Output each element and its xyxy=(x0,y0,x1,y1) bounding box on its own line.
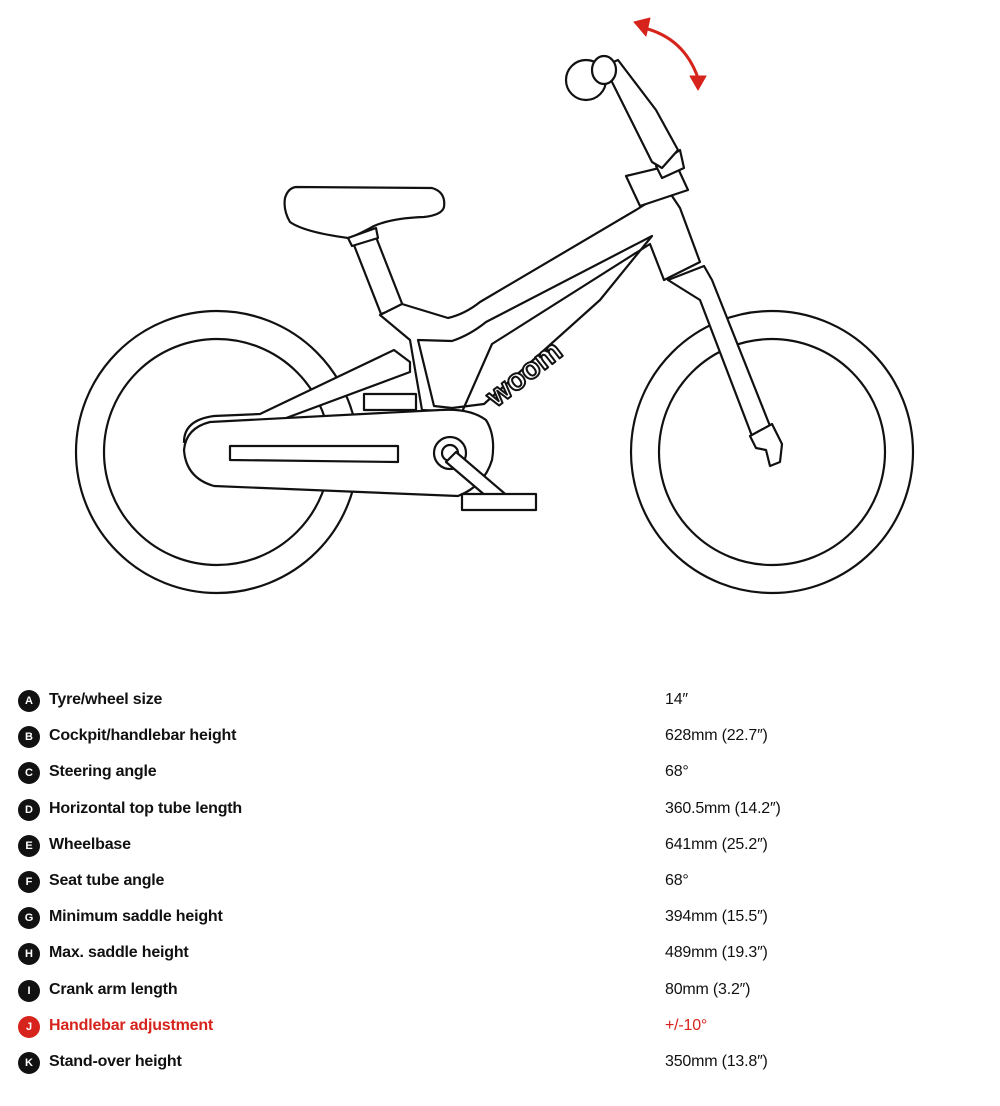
spec-row-e xyxy=(0,828,1000,864)
spec-row-j xyxy=(0,1009,1000,1045)
spec-label: Seat tube angle xyxy=(49,871,165,889)
spec-value: 14″ xyxy=(665,691,688,708)
spec-label: Crank arm length xyxy=(49,980,178,998)
spec-row-f xyxy=(0,864,1000,900)
brand-logo: woom xyxy=(479,334,569,414)
spec-label: Tyre/wheel size xyxy=(49,691,163,708)
spec-value: 68° xyxy=(665,763,689,781)
spec-value: 394mm (15.5″) xyxy=(665,908,768,926)
spec-table xyxy=(0,683,1000,1081)
spec-label: Stand-over height xyxy=(49,1052,182,1070)
spec-label: Cockpit/handlebar height xyxy=(49,727,237,745)
spec-value: 68° xyxy=(665,871,689,889)
spec-label: Steering angle xyxy=(49,763,157,781)
spec-key-badge: I xyxy=(18,980,40,1002)
grip-end xyxy=(592,56,616,84)
spec-key-badge: G xyxy=(18,907,40,929)
saddle xyxy=(285,187,445,238)
spec-row-a xyxy=(0,683,1000,719)
spec-row-g xyxy=(0,900,1000,936)
handlebar-adjustment-arrow xyxy=(634,18,706,90)
spec-key-badge: E xyxy=(18,835,40,857)
spec-label: Horizontal top tube length xyxy=(49,799,242,817)
spec-label: Wheelbase xyxy=(49,835,131,853)
spec-row-b xyxy=(0,719,1000,755)
spec-value: 641mm (25.2″) xyxy=(665,835,768,853)
spec-key-badge: K xyxy=(18,1052,40,1074)
spec-value: 628mm (22.7″) xyxy=(665,727,768,745)
spec-label: Handlebar adjustment xyxy=(49,1016,214,1034)
spec-value: 350mm (13.8″) xyxy=(665,1052,768,1070)
spec-row-c xyxy=(0,755,1000,791)
spec-row-i xyxy=(0,973,1000,1009)
spec-value: 360.5mm (14.2″) xyxy=(665,799,781,817)
spec-key-badge: J xyxy=(18,1016,40,1038)
spec-value: 489mm (19.3″) xyxy=(665,944,768,962)
spec-label: Minimum saddle height xyxy=(49,908,223,926)
spec-key-badge: B xyxy=(18,726,40,748)
spec-row-d xyxy=(0,792,1000,828)
bracket-plate xyxy=(364,394,416,410)
spec-row-k xyxy=(0,1045,1000,1081)
spec-label: Max. saddle height xyxy=(49,944,189,962)
spec-key-badge: F xyxy=(18,871,40,893)
spec-key-badge: D xyxy=(18,799,40,821)
spec-row-h xyxy=(0,936,1000,972)
spec-key-badge: C xyxy=(18,762,40,784)
spec-key-badge: A xyxy=(18,690,40,712)
spec-value: +/-10° xyxy=(665,1016,708,1034)
spec-key-badge: H xyxy=(18,943,40,965)
spec-value: 80mm (3.2″) xyxy=(665,980,751,998)
